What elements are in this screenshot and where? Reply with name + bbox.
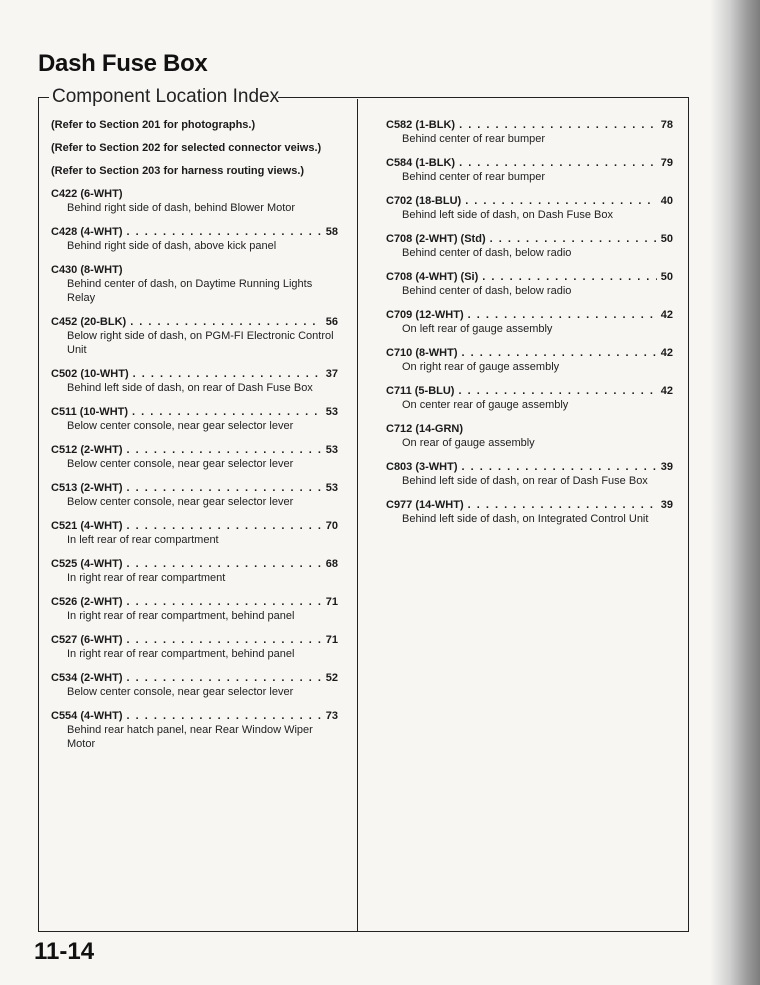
page-reference: 78 [660, 119, 673, 131]
dot-leader [482, 270, 656, 284]
left-column [51, 118, 338, 761]
page-reference: 56 [325, 316, 338, 328]
connector-id: C977 (14-WHT) [386, 499, 464, 511]
page-reference: 53 [325, 482, 338, 494]
connector-entry [51, 263, 338, 305]
connector-entry [386, 346, 673, 374]
connector-heading [386, 308, 673, 322]
right-column [386, 118, 673, 536]
connector-id: C709 (12-WHT) [386, 309, 464, 321]
location-description: Behind left side of dash, on rear of Dash Fuse Box [402, 475, 648, 487]
page-reference: 79 [660, 157, 673, 169]
connector-id: C708 (4-WHT) (Si) [386, 271, 479, 283]
connector-entry [51, 557, 338, 585]
connector-heading [386, 422, 673, 436]
page-reference: 53 [325, 444, 338, 456]
connector-heading [386, 346, 673, 360]
connector-id: C803 (3-WHT) [386, 461, 458, 473]
connector-id: C502 (10-WHT) [51, 368, 129, 380]
connector-heading [51, 225, 338, 239]
dot-leader [127, 709, 322, 723]
connector-heading [51, 481, 338, 495]
connector-id: C711 (5-BLU) [386, 385, 455, 397]
column-divider [357, 99, 358, 932]
location-description: On right rear of gauge assembly [402, 361, 560, 373]
connector-heading [386, 460, 673, 474]
dot-leader [127, 557, 322, 571]
connector-id: C511 (10-WHT) [51, 406, 129, 418]
page-reference: 39 [660, 499, 673, 511]
connector-id: C582 (1-BLK) [386, 119, 456, 131]
connector-id: C513 (2-WHT) [51, 482, 123, 494]
location-description: Behind right side of dash, above kick panel [67, 240, 277, 252]
connector-heading [51, 443, 338, 457]
connector-entry [51, 315, 338, 357]
connector-id: C525 (4-WHT) [51, 558, 123, 570]
note-harness-views: (Refer to Section 203 for harness routing views.) [51, 165, 305, 177]
location-description: In right rear of rear compartment [67, 572, 226, 584]
note-photographs: (Refer to Section 201 for photographs.) [51, 119, 256, 131]
location-description: Behind center of rear bumper [402, 133, 546, 145]
connector-entry [51, 671, 338, 699]
connector-entry [51, 595, 338, 623]
page-reference: 52 [325, 672, 338, 684]
location-description: In left rear of rear compartment [67, 534, 219, 546]
page-reference: 50 [660, 271, 673, 283]
dot-leader [468, 498, 657, 512]
page-reference: 71 [325, 634, 338, 646]
location-description: In right rear of rear compartment, behind panel [67, 610, 295, 622]
dot-leader [127, 519, 322, 533]
connector-heading [51, 187, 338, 201]
connector-entry [386, 156, 673, 184]
page-reference: 50 [660, 233, 673, 245]
dot-leader [130, 315, 322, 329]
dot-leader [127, 443, 322, 457]
dot-leader [462, 346, 657, 360]
page-reference: 53 [325, 406, 338, 418]
section-subtitle: Component Location Index [52, 86, 280, 107]
connector-heading [386, 232, 673, 246]
connector-id: C521 (4-WHT) [51, 520, 123, 532]
connector-heading [386, 384, 673, 398]
connector-id: C526 (2-WHT) [51, 596, 123, 608]
connector-entry [386, 422, 673, 450]
connector-entry [51, 187, 338, 215]
connector-entry [51, 225, 338, 253]
connector-entry [386, 194, 673, 222]
location-description: Behind left side of dash, on rear of Dash Fuse Box [67, 382, 313, 394]
connector-entry [51, 481, 338, 509]
connector-heading [386, 156, 673, 170]
page-reference: 58 [325, 226, 338, 238]
location-description: Below center console, near gear selector lever [67, 686, 294, 698]
dot-leader [127, 481, 322, 495]
connector-entry [51, 367, 338, 395]
dot-leader [127, 633, 322, 647]
page-reference: 37 [325, 368, 338, 380]
location-description: Behind center of dash, below radio [402, 285, 572, 297]
connector-entry [386, 270, 673, 298]
page-reference: 42 [660, 385, 673, 397]
connector-entry [386, 308, 673, 336]
location-description: On center rear of gauge assembly [402, 399, 569, 411]
connector-id: C534 (2-WHT) [51, 672, 123, 684]
connector-heading [386, 194, 673, 208]
connector-heading [51, 671, 338, 685]
connector-heading [386, 270, 673, 284]
connector-heading [51, 315, 338, 329]
location-description: Below center console, near gear selector lever [67, 458, 294, 470]
dot-leader [490, 232, 657, 246]
page-title: Dash Fuse Box [38, 50, 208, 77]
location-description: On rear of gauge assembly [402, 437, 535, 449]
connector-entry [386, 118, 673, 146]
location-description: Behind center of dash, on Daytime Running Lights Relay [67, 278, 313, 304]
note-connector-views: (Refer to Section 202 for selected connector veiws.) [51, 142, 322, 154]
connector-id: C712 (14-GRN) [386, 423, 464, 435]
location-description: Below center console, near gear selector lever [67, 420, 294, 432]
page-reference: 71 [325, 596, 338, 608]
location-description: Below center console, near gear selector lever [67, 496, 294, 508]
dot-leader [127, 225, 322, 239]
connector-id: C430 (8-WHT) [51, 264, 123, 276]
location-description: Behind left side of dash, on Dash Fuse Box [402, 209, 613, 221]
connector-id: C554 (4-WHT) [51, 710, 123, 722]
connector-heading [51, 595, 338, 609]
location-description: Below right side of dash, on PGM-FI Electronic Control Unit [67, 330, 334, 356]
connector-heading [386, 118, 673, 132]
connector-heading [51, 633, 338, 647]
dot-leader [127, 671, 322, 685]
page-number: 11-14 [34, 938, 95, 965]
connector-entry [386, 232, 673, 260]
dot-leader [462, 460, 657, 474]
connector-heading [51, 367, 338, 381]
connector-heading [51, 709, 338, 723]
right-entry-list [386, 118, 673, 526]
connector-heading [51, 557, 338, 571]
connector-id: C527 (6-WHT) [51, 634, 123, 646]
dot-leader [468, 308, 657, 322]
page-reference: 70 [325, 520, 338, 532]
connector-id: C422 (6-WHT) [51, 188, 123, 200]
connector-heading [51, 263, 338, 277]
connector-entry [51, 405, 338, 433]
left-entry-list [51, 187, 338, 751]
page-reference: 42 [660, 347, 673, 359]
page-reference: 73 [325, 710, 338, 722]
connector-heading [51, 519, 338, 533]
connector-heading [51, 405, 338, 419]
connector-entry [51, 519, 338, 547]
dot-leader [133, 367, 322, 381]
location-description: In right rear of rear compartment, behind panel [67, 648, 295, 660]
connector-id: C584 (1-BLK) [386, 157, 456, 169]
connector-id: C428 (4-WHT) [51, 226, 123, 238]
location-description: Behind center of dash, below radio [402, 247, 572, 259]
location-description: On left rear of gauge assembly [402, 323, 553, 335]
connector-id: C710 (8-WHT) [386, 347, 458, 359]
connector-entry [51, 709, 338, 751]
connector-id: C512 (2-WHT) [51, 444, 123, 456]
dot-leader [459, 156, 657, 170]
page-reference: 42 [660, 309, 673, 321]
page-reference: 40 [660, 195, 673, 207]
dot-leader [127, 595, 322, 609]
connector-entry [51, 443, 338, 471]
location-description: Behind rear hatch panel, near Rear Window Wiper Motor [67, 724, 313, 750]
connector-entry [51, 633, 338, 661]
connector-id: C708 (2-WHT) (Std) [386, 233, 486, 245]
connector-entry [386, 460, 673, 488]
connector-heading [386, 498, 673, 512]
page-reference: 39 [660, 461, 673, 473]
dot-leader [458, 384, 656, 398]
dot-leader [465, 194, 657, 208]
connector-entry [386, 498, 673, 526]
page-reference: 68 [325, 558, 338, 570]
location-description: Behind center of rear bumper [402, 171, 546, 183]
dot-leader [132, 405, 322, 419]
connector-entry [386, 384, 673, 412]
connector-id: C702 (18-BLU) [386, 195, 462, 207]
location-description: Behind left side of dash, on Integrated Control Unit [402, 513, 649, 525]
location-description: Behind right side of dash, behind Blower Motor [67, 202, 296, 214]
connector-id: C452 (20-BLK) [51, 316, 127, 328]
scan-page-edge [710, 0, 760, 985]
dot-leader [459, 118, 657, 132]
